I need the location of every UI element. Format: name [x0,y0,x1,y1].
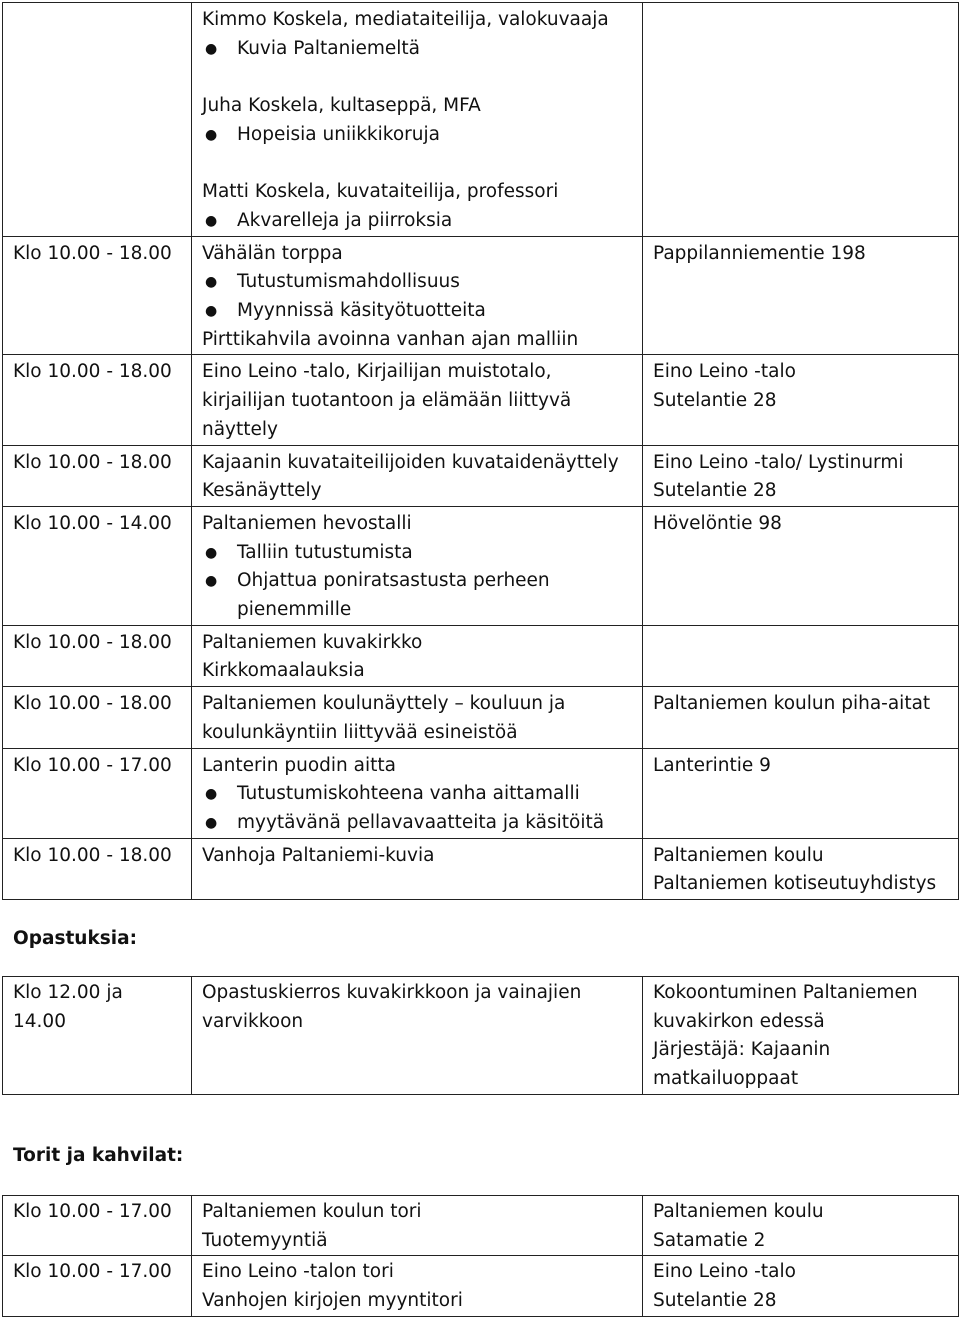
table-row [3,625,959,686]
time-cell: Klo 10.00 - 18.00 [3,838,192,899]
list-item-continuation: pienemmille [237,599,352,621]
list-item: ● Ohjattua poniratsastusta perheen [202,567,642,596]
event-cell: Opastuskierros kuvakirkkoon ja vainajien varvikkoon [192,977,643,1095]
time-cell: Klo 10.00 - 14.00 [3,506,192,625]
bullet-icon: ● [205,40,218,57]
table-row [3,445,959,506]
time-cell: Klo 12.00 ja 14.00 [3,977,192,1095]
list-item: ● Hopeisia uniikkikoruja [202,121,642,150]
bullet-icon: ● [205,814,218,831]
place-cell: Lanterintie 9 [643,748,959,838]
event-cell: Lanterin puodin aitta ● Tutustumiskohteena vanha aittamalli ● myytävänä pellavavaatteita ja käsitöitä [192,748,643,838]
place-cell [643,3,959,237]
bullet-icon: ● [205,212,218,229]
event-cell: Kajaanin kuvataiteilijoiden kuvataidenäyttely Kesänäyttely [192,445,643,506]
place-cell [643,625,959,686]
list-item: ● Tutustumismahdollisuus [202,268,642,297]
bullet-icon: ● [205,786,218,803]
table-row [3,236,959,355]
time-cell: Klo 10.00 - 18.00 [3,355,192,445]
event-cell [192,3,643,237]
place-cell: Eino Leino -talo/ Lystinurmi Sutelantie 28 [643,445,959,506]
artist-name: Juha Koskela, kultaseppä, MFA [202,95,481,117]
table-row [3,355,959,445]
markets-table [2,1195,959,1317]
table-row [3,506,959,625]
time-cell: Klo 10.00 - 18.00 [3,687,192,748]
section-heading-guided-tours: Opastuksia: [13,928,138,949]
list-item: ● Talliin tutustumista [202,539,642,568]
event-cell: Eino Leino -talon tori Vanhojen kirjojen myyntitori [192,1256,643,1316]
list-item: ● Kuvia Paltaniemeltä [202,35,642,64]
place-cell: Paltaniemen koulu Paltaniemen kotiseutuyhdistys [643,838,959,899]
time-cell: Klo 10.00 - 18.00 [3,625,192,686]
table-row [3,977,959,1095]
time-cell: Klo 10.00 - 17.00 [3,1256,192,1316]
event-cell: Paltaniemen kuvakirkko Kirkkomaalauksia [192,625,643,686]
event-cell: Vähälän torppa ● Tutustumismahdollisuus ● Myynnissä käsityötuotteita Pirttikahvila avoinna vanhan ajan malliin [192,236,643,355]
table-row [3,838,959,899]
table-row [3,748,959,838]
place-cell: Paltaniemen koulun piha-aitat [643,687,959,748]
place-cell: Hövelöntie 98 [643,506,959,625]
time-cell [3,3,192,237]
section-heading-markets: Torit ja kahvilat: [13,1145,184,1166]
table-row [3,1256,959,1316]
guided-tours-table [2,976,959,1095]
event-cell: Paltaniemen koulun tori Tuotemyyntiä [192,1196,643,1256]
event-cell: Vanhoja Paltaniemi-kuvia [192,838,643,899]
list-item: ● myytävänä pellavavaatteita ja käsitöitä [202,809,642,838]
table-row [3,1196,959,1256]
event-cell: Eino Leino -talo, Kirjailijan muistotalo, kirjailijan tuotantoon ja elämään liittyvä näyttely [192,355,643,445]
artist-name: Kimmo Koskela, mediataiteilija, valokuvaaja [202,9,609,30]
place-cell: Pappilanniementie 198 [643,236,959,355]
time-cell: Klo 10.00 - 17.00 [3,748,192,838]
time-cell: Klo 10.00 - 18.00 [3,236,192,355]
list-item: ● Myynnissä käsityötuotteita [202,297,642,326]
event-cell: Paltaniemen koulunäyttely – kouluun ja koulunkäyntiin liittyvää esineistöä [192,687,643,748]
bullet-icon: ● [205,274,218,291]
bullet-icon: ● [205,544,218,561]
place-cell: Eino Leino -talo Sutelantie 28 [643,1256,959,1316]
list-item: ● Tutustumiskohteena vanha aittamalli [202,780,642,809]
time-cell: Klo 10.00 - 18.00 [3,445,192,506]
bullet-icon: ● [205,303,218,319]
time-cell: Klo 10.00 - 17.00 [3,1196,192,1256]
event-cell: Paltaniemen hevostalli ● Talliin tutustumista ● Ohjattua poniratsastusta perheen pienemmille [192,506,643,625]
place-cell: Paltaniemen koulu Satamatie 2 [643,1196,959,1256]
exhibitions-table [2,2,959,900]
artist-name: Matti Koskela, kuvataiteilija, professori [202,181,559,203]
place-cell: Eino Leino -talo Sutelantie 28 [643,355,959,445]
list-item: ● Akvarelleja ja piirroksia [202,207,642,236]
place-cell: Kokoontuminen Paltaniemen kuvakirkon edessä Järjestäjä: Kajaanin matkailuoppaat [643,977,959,1095]
table-row [3,687,959,748]
bullet-icon: ● [205,573,218,590]
bullet-icon: ● [205,126,218,143]
table-row [3,3,959,237]
